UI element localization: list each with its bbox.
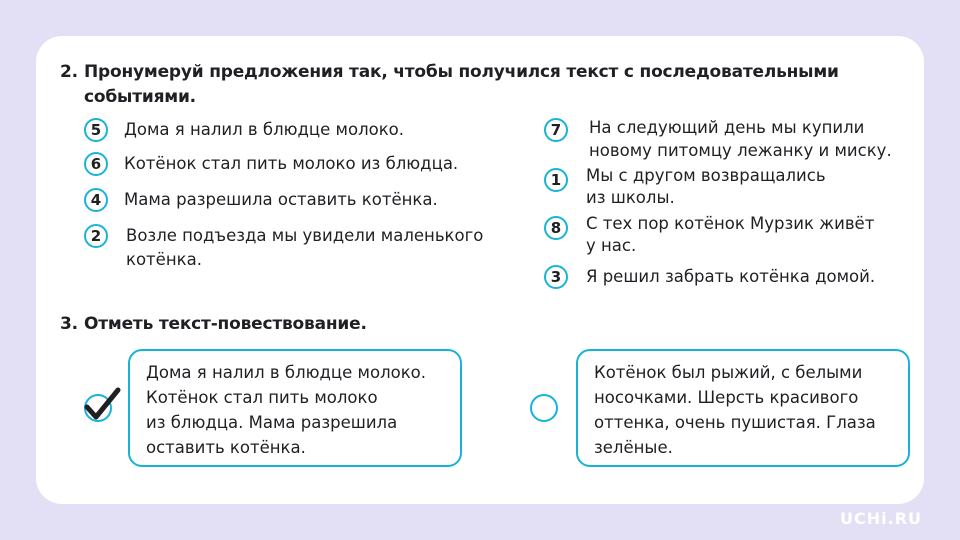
answer-option-1[interactable] [128,349,462,467]
sentence-text: Дома я налил в блюдце молоко. [124,120,405,139]
number-badge[interactable]: 1 [544,168,568,192]
number-badge[interactable]: 6 [84,152,108,176]
option-text-line: зелёные. [594,438,673,457]
option-text-line: оттенка, очень пушистая. Глаза [594,413,876,432]
option-text-line: Котёнок был рыжий, с белыми [594,363,863,382]
task2-number: 2. [60,62,78,82]
sentence-text: Мы с другом возвращались [586,166,826,185]
radio-empty-icon[interactable] [530,394,558,422]
option-text-line: из блюдца. Мама разрешила [146,413,398,432]
sentence-text: На следующий день мы купили [589,118,865,137]
task3-text: Отметь текст-повествование. [84,314,367,334]
sentence-text: Котёнок стал пить молоко из блюдца. [124,154,459,173]
option-text-line: носочками. Шерсть красивого [594,388,859,407]
uchi-logo: UCHi.RU [840,509,922,528]
task2-text-line2: событиями. [84,87,196,107]
option-text-line: Котёнок стал пить молоко [146,388,378,407]
task3-title [60,312,560,338]
sentence-text: Мама разрешила оставить котёнка. [124,190,438,209]
number-badge[interactable]: 3 [544,265,568,289]
sentence-text: из школы. [586,188,675,207]
sentence-text: у нас. [586,236,637,255]
number-badge[interactable]: 2 [84,224,108,248]
task-card [36,36,924,504]
sentence-text: новому питомцу лежанку и миску. [589,141,892,160]
sentence-text: Возле подъезда мы увидели маленького [126,226,484,245]
task2-title [60,60,890,110]
option-text-line: оставить котёнка. [146,438,306,457]
sentence-text: С тех пор котёнок Мурзик живёт [586,214,875,233]
option-text-line: Дома я налил в блюдце молоко. [146,363,427,382]
answer-option-2[interactable] [576,349,910,467]
sentence-text: Я решил забрать котёнка домой. [586,267,876,286]
number-badge[interactable]: 5 [84,118,108,142]
number-badge[interactable]: 7 [544,118,568,142]
number-badge[interactable]: 4 [84,188,108,212]
task2-text-line1: Пронумеруй предложения так, чтобы получился текст с последовательными [84,62,839,82]
number-badge[interactable]: 8 [544,216,568,240]
sentence-text: котёнка. [126,250,202,269]
task3-number: 3. [60,314,78,334]
check-mark-icon[interactable] [82,386,122,426]
